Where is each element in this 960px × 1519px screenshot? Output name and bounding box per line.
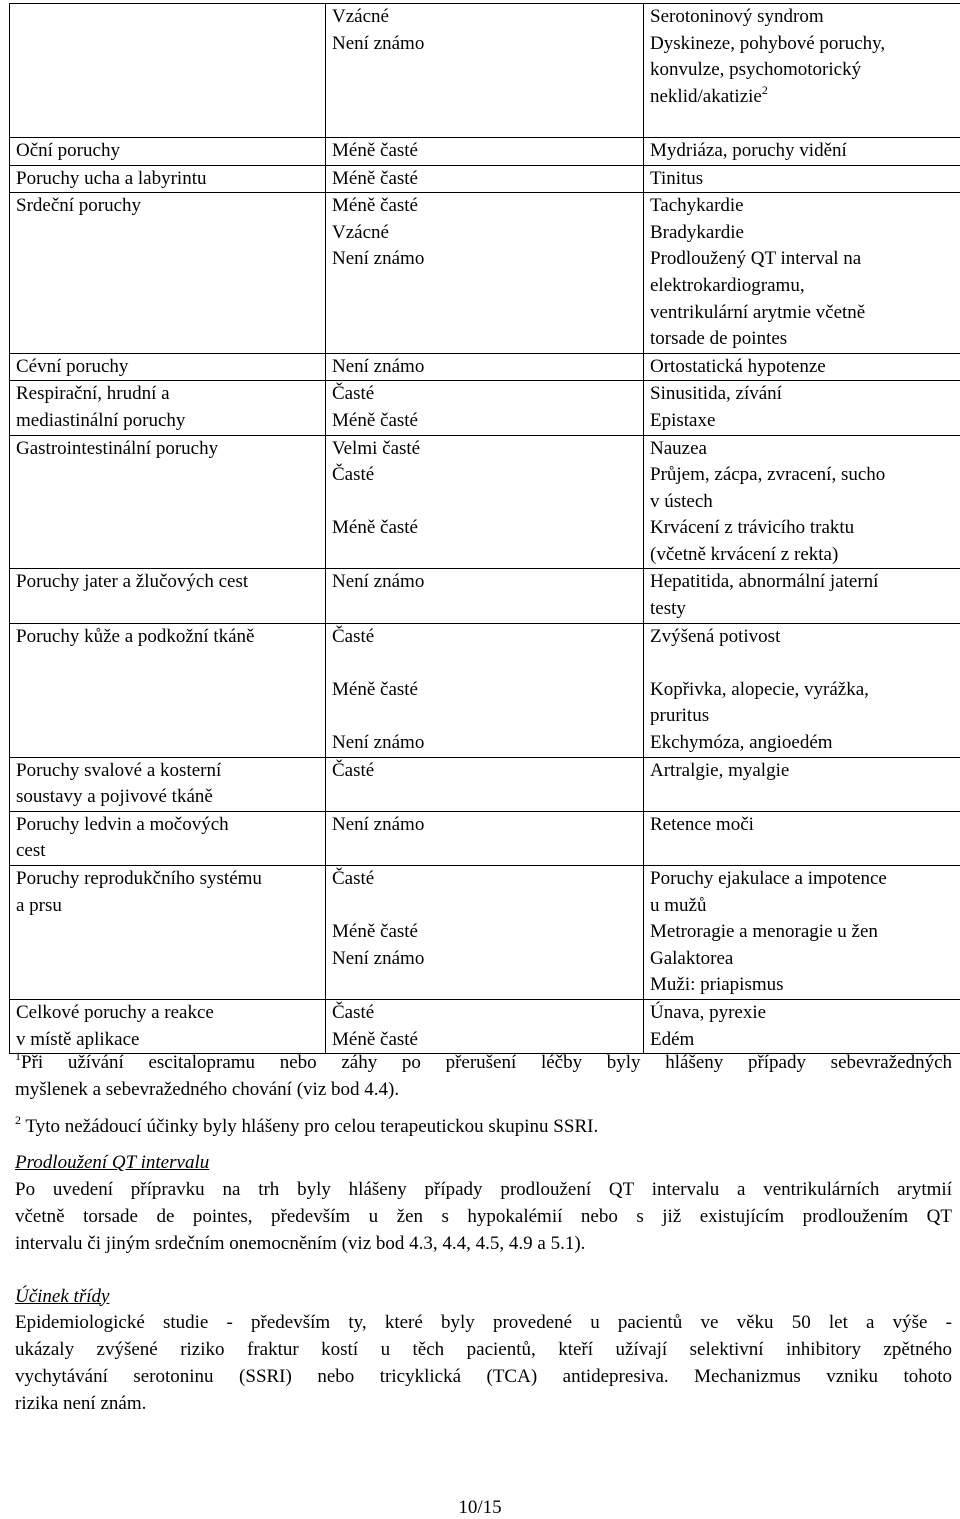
- table-row: [10, 381, 960, 435]
- frequency-cell: [326, 999, 644, 1053]
- cell-line: Epistaxe: [650, 409, 716, 431]
- cell-line: Méně časté: [332, 921, 418, 943]
- frequency-cell: [326, 623, 644, 757]
- organ-class-cell: [10, 811, 326, 865]
- organ-class-cell: [10, 193, 326, 354]
- footnote-1-line-2: myšlenek a sebevražedného chování (viz bod 4.4).: [15, 1078, 400, 1100]
- cell-line: neklid/akatizie: [650, 85, 762, 107]
- cell-line: Srdeční poruchy: [16, 195, 142, 217]
- cell-line: Není známo: [332, 355, 425, 377]
- cell-line: Prodloužený QT interval na: [650, 248, 862, 270]
- footnote-2-mark: 2: [15, 1112, 21, 1127]
- footnote-2-text: Tyto nežádoucí účinky byly hlášeny pro celou terapeutickou skupinu SSRI.: [25, 1115, 599, 1137]
- organ-class-cell: [10, 137, 326, 165]
- qt-heading: Prodloužení QT intervalu: [15, 1152, 210, 1174]
- cell-line: elektrokardiogramu,: [650, 274, 805, 296]
- cell-line: Méně časté: [332, 678, 418, 700]
- cell-line: Respirační, hrudní a: [16, 383, 170, 405]
- cell-line: [650, 650, 955, 677]
- frequency-cell: [326, 811, 644, 865]
- adverse-effect-cell: [644, 193, 960, 354]
- cell-line: Tachykardie: [650, 195, 744, 217]
- notes-section: [15, 1050, 952, 1418]
- cell-line: Sinusitida, zívání: [650, 383, 782, 405]
- cell-line: Méně časté: [332, 195, 418, 217]
- frequency-cell: [326, 757, 644, 811]
- table-row: [10, 193, 960, 354]
- cell-line: torsade de pointes: [650, 328, 788, 350]
- table-row: [10, 999, 960, 1053]
- cell-line: cest: [16, 840, 46, 862]
- adverse-effect-cell: [644, 381, 960, 435]
- cell-line: [332, 57, 637, 84]
- table-row: [10, 811, 960, 865]
- adverse-effect-cell: [644, 435, 960, 569]
- cell-line: Galaktorea: [650, 947, 734, 969]
- table-row: [10, 165, 960, 193]
- cell-line: Celkové poruchy a reakce: [16, 1001, 214, 1023]
- cell-line-with-ref: [650, 84, 955, 111]
- cell-line: Časté: [332, 868, 375, 889]
- cell-line: testy: [650, 598, 686, 620]
- adverse-effect-cell: [644, 137, 960, 165]
- adverse-effect-cell: [644, 999, 960, 1053]
- organ-class-cell: [10, 435, 326, 569]
- cell-line: v ústech: [650, 490, 713, 512]
- cell-line: Časté: [332, 1001, 375, 1023]
- table-row: [10, 353, 960, 381]
- frequency-cell: [326, 866, 644, 1000]
- table-row: [10, 866, 960, 1000]
- frequency-cell: [326, 165, 644, 193]
- page-number: 10/15: [458, 1497, 502, 1518]
- cell-line: Poruchy kůže a podkožní tkáně: [16, 625, 255, 647]
- organ-class-cell: [10, 623, 326, 757]
- cell-line: Ortostatická hypotenze: [650, 355, 826, 377]
- cell-line: Oční poruchy: [16, 139, 120, 161]
- qt-line-3: intervalu či jiným srdečním onemocněním (viz bod 4.3, 4.4, 4.5, 4.9 a 5.1).: [15, 1232, 586, 1254]
- cell-line: Méně časté: [332, 409, 418, 431]
- cell-line: (včetně krvácení z rekta): [650, 543, 839, 565]
- cell-line: [332, 489, 637, 516]
- frequency-cell: [326, 569, 644, 623]
- cell-line: Poruchy jater a žlučových cest: [16, 571, 249, 593]
- cell-line: [332, 84, 637, 111]
- class-effect-line-1: Epidemiologické studie - především ty, které byly provedené u pacientů ve věku 50 let a výše -: [15, 1312, 952, 1334]
- cell-line: soustavy a pojivové tkáně: [16, 786, 213, 808]
- organ-class-cell: [10, 353, 326, 381]
- frequency-cell: [326, 381, 644, 435]
- adverse-effect-cell: [644, 353, 960, 381]
- cell-line: mediastinální poruchy: [16, 409, 186, 431]
- table-row: [10, 137, 960, 165]
- organ-class-cell: [10, 999, 326, 1053]
- footnote-2: [15, 1114, 952, 1141]
- cell-line: Není známo: [332, 571, 425, 593]
- table-row: [10, 757, 960, 811]
- organ-class-cell: [10, 165, 326, 193]
- cell-line: Dyskineze, pohybové poruchy,: [650, 32, 886, 54]
- adverse-effect-cell: [644, 569, 960, 623]
- adverse-effect-cell: [644, 757, 960, 811]
- cell-line: Poruchy ucha a labyrintu: [16, 167, 207, 189]
- frequency-cell: [326, 137, 644, 165]
- class-effect-heading: Účinek třídy: [15, 1285, 110, 1307]
- cell-line: Časté: [332, 625, 375, 647]
- cell-line: Méně časté: [332, 139, 418, 161]
- class-effect-line-2: ukázaly zvýšené riziko fraktur kostí u těch pacientů, kteří užívají selektivní inhibitory zpětného: [15, 1339, 952, 1361]
- cell-line: Bradykardie: [650, 221, 744, 243]
- cell-line: Edém: [650, 1028, 695, 1050]
- footnote-1-line-1: Při užívání escitalopramu nebo záhy po přerušení léčby byly hlášeny případy sebevražedných: [21, 1052, 952, 1073]
- cell-line: Není známo: [332, 947, 425, 969]
- footnote-1-mark: 1: [15, 1049, 21, 1063]
- cell-line: Ekchymóza, angioedém: [650, 732, 833, 754]
- cell-line: Průjem, zácpa, zvracení, sucho: [650, 464, 886, 486]
- cell-line: Tinitus: [650, 167, 704, 189]
- cell-line: Časté: [332, 464, 375, 486]
- organ-class-cell: [10, 757, 326, 811]
- cell-line: Serotoninový syndrom: [650, 6, 824, 27]
- cell-line: Není známo: [332, 32, 425, 54]
- footnote-ref: 2: [761, 82, 768, 97]
- cell-line: pruritus: [650, 705, 710, 727]
- adverse-effects-table: [9, 3, 960, 1054]
- cell-line: Není známo: [332, 248, 425, 270]
- organ-class-cell: [10, 381, 326, 435]
- cell-line: [332, 110, 637, 137]
- qt-section: [15, 1150, 952, 1257]
- cell-line: Metroragie a menoragie u žen: [650, 921, 878, 943]
- cell-line: Krvácení z trávicího traktu: [650, 517, 855, 539]
- cell-line: Zvýšená potivost: [650, 625, 781, 647]
- organ-class-cell: [10, 569, 326, 623]
- adverse-effect-cell: [644, 866, 960, 1000]
- cell-line: Vzácné: [332, 6, 389, 27]
- cell-line: Méně časté: [332, 517, 418, 539]
- cell-line: Vzácné: [332, 221, 389, 243]
- cell-line: v místě aplikace: [16, 1028, 140, 1050]
- qt-line-2: včetně torsade de pointes, především u žen s hypokalémií nebo s již existujícím prodloužením QT: [15, 1205, 952, 1227]
- cell-line: Časté: [332, 383, 375, 405]
- adverse-effect-cell: [644, 811, 960, 865]
- footnote-1: [15, 1050, 952, 1104]
- adverse-effect-cell: [644, 623, 960, 757]
- adverse-effect-cell: [644, 4, 960, 138]
- table-row: [10, 569, 960, 623]
- cell-line: Poruchy ledvin a močových: [16, 813, 229, 835]
- cell-line: Poruchy reprodukčního systému: [16, 868, 262, 889]
- cell-line: Kopřivka, alopecie, vyrážka,: [650, 678, 869, 700]
- class-effect-section: [15, 1284, 952, 1418]
- cell-line: Gastrointestinální poruchy: [16, 437, 219, 459]
- organ-class-cell: [10, 4, 326, 138]
- cell-line: Méně časté: [332, 1028, 418, 1050]
- table-row: [10, 623, 960, 757]
- cell-line: [332, 650, 637, 677]
- organ-class-cell: [10, 866, 326, 1000]
- cell-line: Velmi časté: [332, 437, 421, 459]
- cell-line: Hepatitida, abnormální jaterní: [650, 571, 879, 593]
- frequency-cell: [326, 193, 644, 354]
- cell-line: Artralgie, myalgie: [650, 759, 790, 781]
- cell-line: Únava, pyrexie: [650, 1001, 767, 1023]
- frequency-cell: [326, 4, 644, 138]
- cell-line: [332, 703, 637, 730]
- frequency-cell: [326, 435, 644, 569]
- cell-line: Retence moči: [650, 813, 754, 835]
- cell-line: Méně časté: [332, 167, 418, 189]
- cell-line: Cévní poruchy: [16, 355, 129, 377]
- adverse-effect-cell: [644, 165, 960, 193]
- frequency-cell: [326, 353, 644, 381]
- cell-line: Není známo: [332, 813, 425, 835]
- cell-line: u mužů: [650, 894, 707, 916]
- class-effect-line-3: vychytávání serotoninu (SSRI) nebo tricyklická (TCA) antidepresiva. Mechanizmus vzniku tohoto: [15, 1365, 952, 1387]
- cell-line: Není známo: [332, 732, 425, 754]
- cell-line: ventrikulární arytmie včetně: [650, 301, 866, 323]
- cell-line: a prsu: [16, 894, 62, 916]
- cell-line: Poruchy ejakulace a impotence: [650, 868, 887, 889]
- table-row: [10, 435, 960, 569]
- class-effect-line-4: rizika není znám.: [15, 1392, 147, 1414]
- qt-line-1: Po uvedení přípravku na trh byly hlášeny případy prodloužení QT intervalu a ventrikulárních arytmií: [15, 1179, 952, 1201]
- cell-line: Poruchy svalové a kosterní: [16, 759, 222, 781]
- cell-line: konvulze, psychomotorický: [650, 59, 862, 81]
- cell-line: Nauzea: [650, 437, 707, 459]
- cell-line: Muži: priapismus: [650, 974, 784, 996]
- table-row: [10, 4, 960, 138]
- cell-line: Mydriáza, poruchy vidění: [650, 139, 847, 161]
- cell-line: [332, 893, 637, 920]
- adverse-effects-table-body: [10, 4, 960, 1054]
- cell-line: Časté: [332, 759, 375, 781]
